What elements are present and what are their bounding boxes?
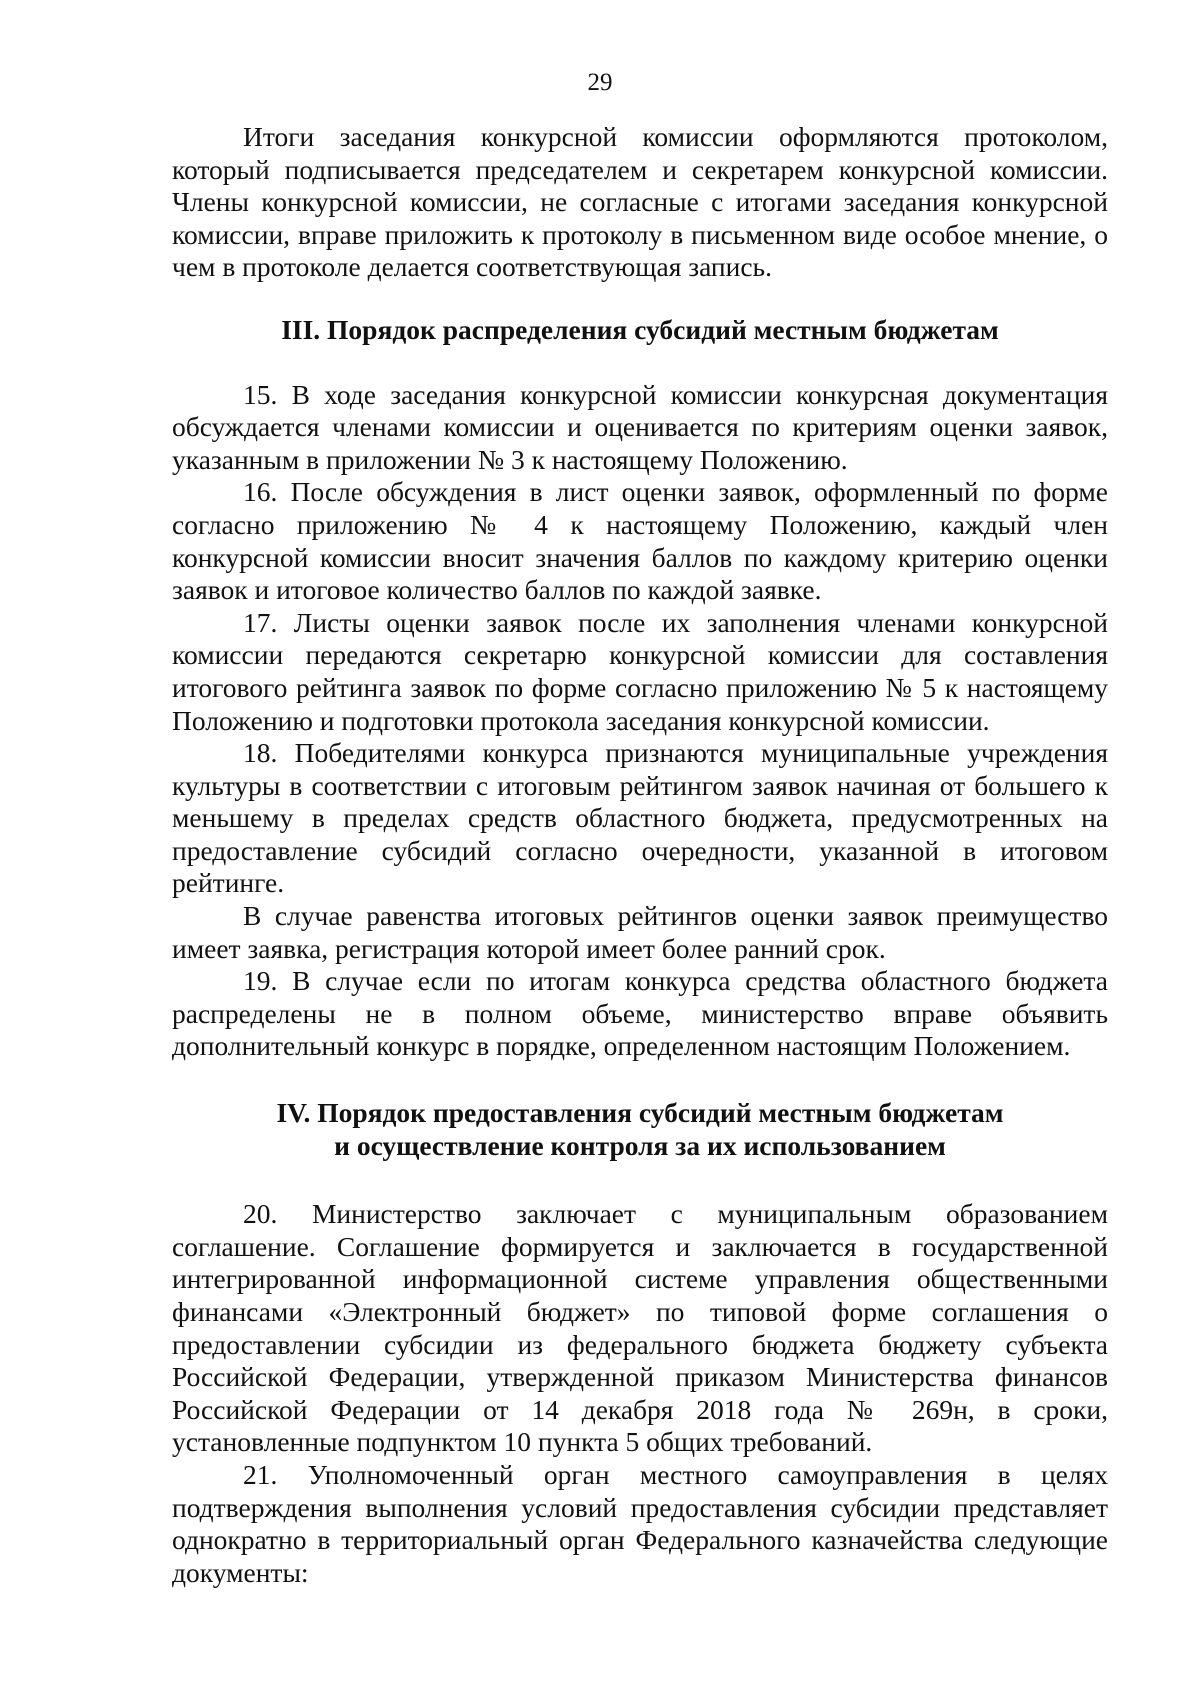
section-4-heading-line-1: IV. Порядок предоставления субсидий местным бюджетам	[276, 1097, 1004, 1129]
paragraph-17: 17. Листы оценки заявок после их заполнения членами конкурсной комиссии передаются секретарю конкурсной комиссии для составления итогового рейтинга заявок по форме согласно приложению № 5 к настоящему Положению и подготовки протокола заседания конкурсной комиссии.	[172, 606, 1108, 736]
section-4-heading	[172, 1097, 1108, 1162]
section-4-heading-line-2: и осуществление контроля за их использованием	[334, 1129, 946, 1161]
paragraph-21: 21. Уполномоченный орган местного самоуправления в целях подтверждения выполнения условий предоставления субсидии представляет однократно в территориальный орган Федерального казначейства следующие документы:	[172, 1458, 1108, 1588]
paragraph-16: 16. После обсуждения в лист оценки заявок, оформленный по форме согласно приложению № 4 к настоящему Положению, каждый член конкурсной комиссии вносит значения баллов по каждому критерию оценки заявок и итоговое количество баллов по каждой заявке.	[172, 476, 1108, 606]
paragraph-20: 20. Министерство заключает с муниципальным образованием соглашение. Соглашение формируется и заключается в государственной интегрированной информационной системе управления общественными финансами «Электронный бюджет» по типовой форме соглашения о предоставлении субсидии из федерального бюджета бюджету субъекта Российской Федерации, утвержденной приказом Министерства финансов Российской Федерации от 14 декабря 2018 года № 269н, в сроки, установленные подпунктом 10 пункта 5 общих требований.	[172, 1198, 1108, 1458]
document-body	[172, 121, 1108, 1589]
paragraph-15: 15. В ходе заседания конкурсной комиссии конкурсная документация обсуждается членами комиссии и оценивается по критериям оценки заявок, указанным в приложении № 3 к настоящему Положению.	[172, 378, 1108, 475]
paragraph-commission-results: Итоги заседания конкурсной комиссии оформляются протоколом, который подписывается председателем и секретарем конкурсной комиссии. Члены конкурсной комиссии, не согласные с итогами заседания конкурсной комиссии, вправе приложить к протоколу в письменном виде особое мнение, о чем в протоколе делается соответствующая запись.	[172, 121, 1108, 283]
section-3-heading: III. Порядок распределения субсидий местным бюджетам	[281, 313, 999, 345]
paragraph-19: 19. В случае если по итогам конкурса средства областного бюджета распределены не в полном объеме, министерство вправе объявить дополнительный конкурс в порядке, определенном настоящим Положением.	[172, 965, 1108, 1062]
page-number: 29	[587, 69, 613, 96]
paragraph-18-tie-rule: В случае равенства итоговых рейтингов оценки заявок преимущество имеет заявка, регистрация которой имеет более ранний срок.	[172, 900, 1108, 964]
paragraph-18: 18. Победителями конкурса признаются муниципальные учреждения культуры в соответствии с итоговым рейтингом заявок начиная от большего к меньшему в пределах средств областного бюджета, предусмотренных на предоставление субсидий согласно очередности, указанной в итоговом рейтинге.	[172, 737, 1108, 899]
